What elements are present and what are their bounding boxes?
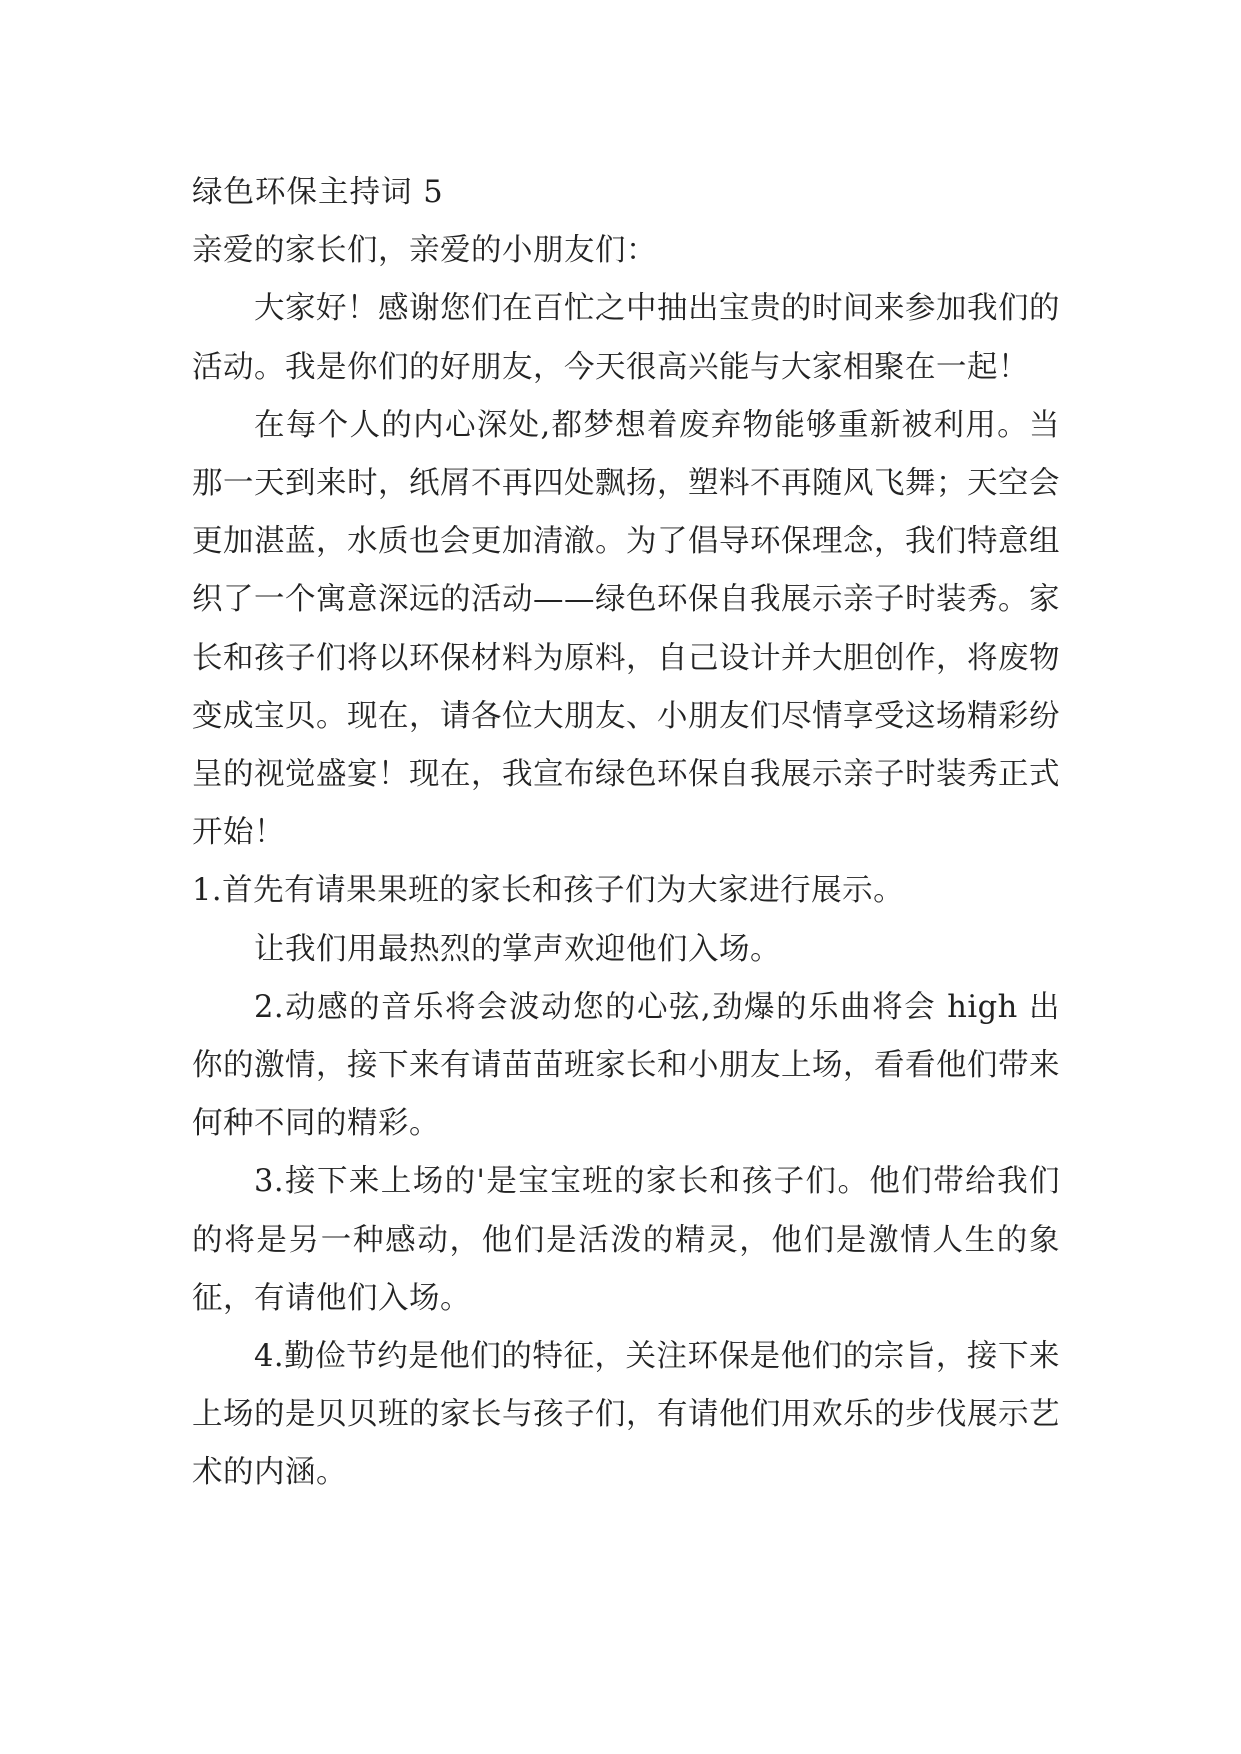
paragraph-item-2: 2.动感的音乐将会波动您的心弦,劲爆的乐曲将会 high 出你的激情，接下来有请苗苗班家长和小朋友上场，看看他们带来何种不同的精彩。 [192,989,1060,1142]
paragraph-introduction: 在每个人的内心深处,都梦想着废弃物能够重新被利用。当那一天到来时，纸屑不再四处飘扬，塑料不再随风飞舞；天空会更加湛蓝，水质也会更加清澈。为了倡导环保理念，我们特意组织了一个寓意深远的活动——绿色环保自我展示亲子时装秀。家长和孩子们将以环保材料为原料，自己设计并大胆创作，将废物变成宝贝。现在，请各位大朋友、小朋友们尽情享受这场精彩纷呈的视觉盛宴！现在，我宣布绿色环保自我展示亲子时装秀正式开始！ [192,407,1060,851]
document-title: 绿色环保主持词 5 [192,175,444,210]
document-body [192,164,1060,1503]
paragraph-item-1: 1.首先有请果果班的家长和孩子们为大家进行展示。 [192,873,905,909]
paragraph-applause: 让我们用最热烈的掌声欢迎他们入场。 [254,931,781,967]
paragraph-greeting: 大家好！感谢您们在百忙之中抽出宝贵的时间来参加我们的活动。我是你们的好朋友，今天很高兴能与大家相聚在一起！ [192,291,1060,385]
salutation: 亲爱的家长们，亲爱的小朋友们： [192,233,657,269]
paragraph-item-3: 3.接下来上场的'是宝宝班的家长和孩子们。他们带给我们的将是另一种感动，他们是活泼的精灵，他们是激情人生的象征，有请他们入场。 [192,1164,1060,1316]
paragraph-item-4: 4.勤俭节约是他们的特征，关注环保是他们的宗旨，接下来上场的是贝贝班的家长与孩子们，有请他们用欢乐的步伐展示艺术的内涵。 [192,1339,1060,1491]
